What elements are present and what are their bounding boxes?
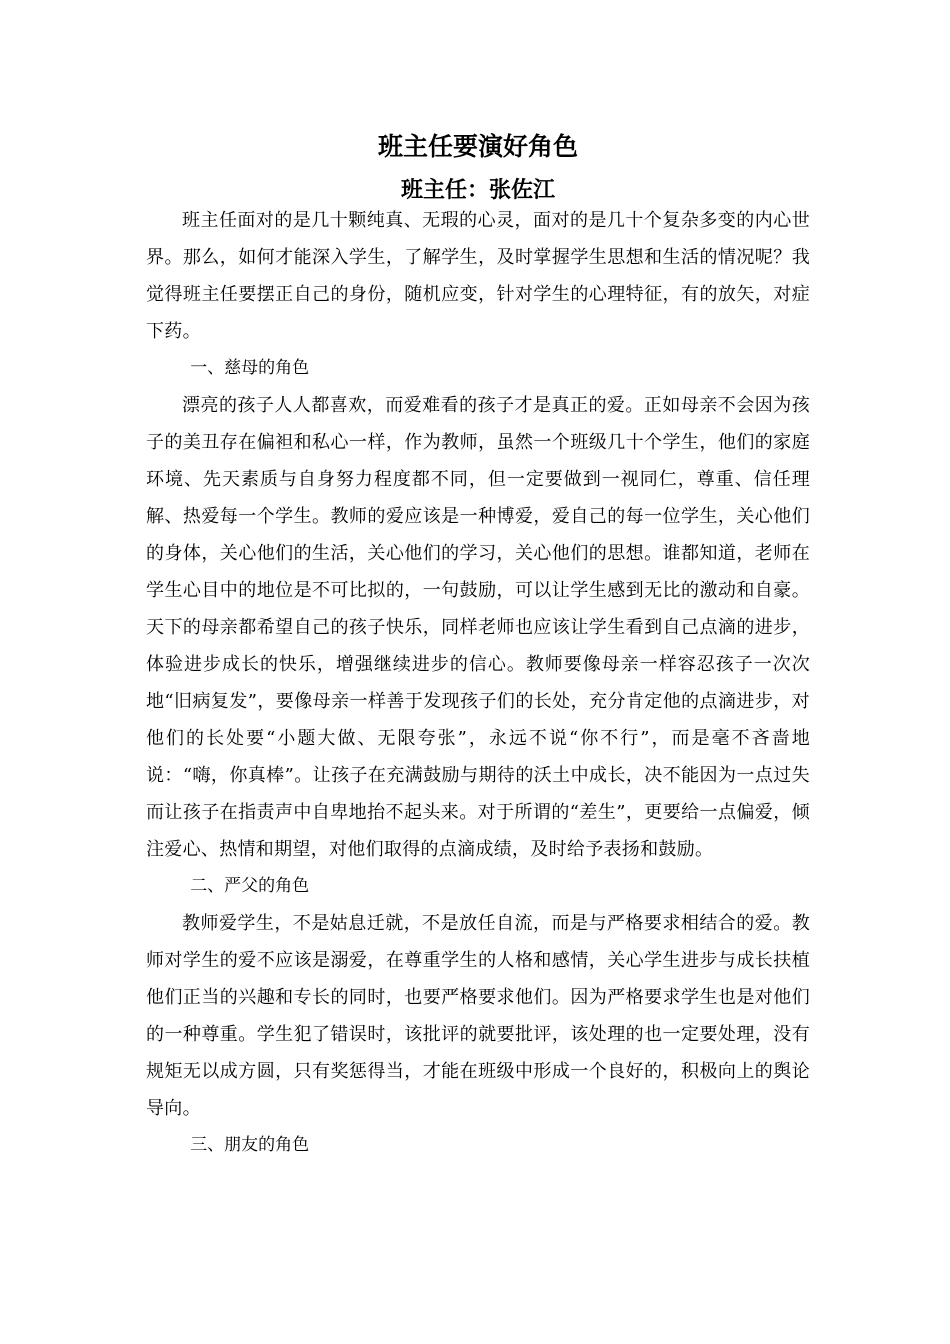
section-heading-friend: 三、朋友的角色 [190,1135,310,1155]
document-page [146,120,810,1164]
section-body-mother: 漂亮的孩子人人都喜欢，而爱难看的孩子才是真正的爱。正如母亲不会因为孩子的美丑存在偏袒和私心一样，作为教师，虽然一个班级几十个学生，他们的家庭环境、先天素质与自身努力程度都不同，但一定要做到一视同仁，尊重、信任理解、热爱每一个学生。教师的爱应该是一种博爱，爱自己的每一位学生，关心他们的身体，关心他们的生活，关心他们的学习，关心他们的思想。谁都知道，老师在学生心目中的地位是不可比拟的，一句鼓励，可以让学生感到无比的激动和自豪。天下的母亲都希望自己的孩子快乐，同样老师也应该让学生看到自己点滴的进步，体验进步成长的快乐，增强继续进步的信心。教师要像母亲一样容忍孩子一次次地“旧病复发”，要像母亲一样善于发现孩子们的长处，充分肯定他的点滴进步，对他们的长处要“小题大做、无限夸张”，永远不说“你不行”，而是毫不吝啬地说：“嗨，你真棒”。让孩子在充满鼓励与期待的沃土中成长，决不能因为一点过失而让孩子在指责声中自卑地抬不起头来。对于所谓的“差生”，更要给一点偏爱，倾注爱心、热情和期望，对他们取得的点滴成绩，及时给予表扬和鼓励。 [146,395,810,860]
section-heading-mother: 一、慈母的角色 [190,358,310,378]
intro-paragraph: 班主任面对的是几十颗纯真、无瑕的心灵，面对的是几十个复杂多变的内心世界。那么，如何才能深入学生，了解学生，及时掌握学生思想和生活的情况呢？我觉得班主任要摆正自己的身份，随机应变，针对学生的心理特征，有的放矢，对症下药。 [146,210,810,342]
section-heading-father: 二、严父的角色 [190,876,310,896]
author-line: 班主任：张佐江 [400,178,555,203]
document-title: 班主任要演好角色 [377,132,578,161]
section-body-father: 教师爱学生，不是姑息迁就，不是放任自流，而是与严格要求相结合的爱。教师对学生的爱不应该是溺爱，在尊重学生的人格和感情，关心学生进步与成长扶植他们正当的兴趣和专长的同时，也要严格要求他们。因为严格要求学生也是对他们的一种尊重。学生犯了错误时，该批评的就要批评，该处理的也一定要处理，没有规矩无以成方圆，只有奖惩得当，才能在班级中形成一个良好的，积极向上的舆论导向。 [146,913,810,1119]
